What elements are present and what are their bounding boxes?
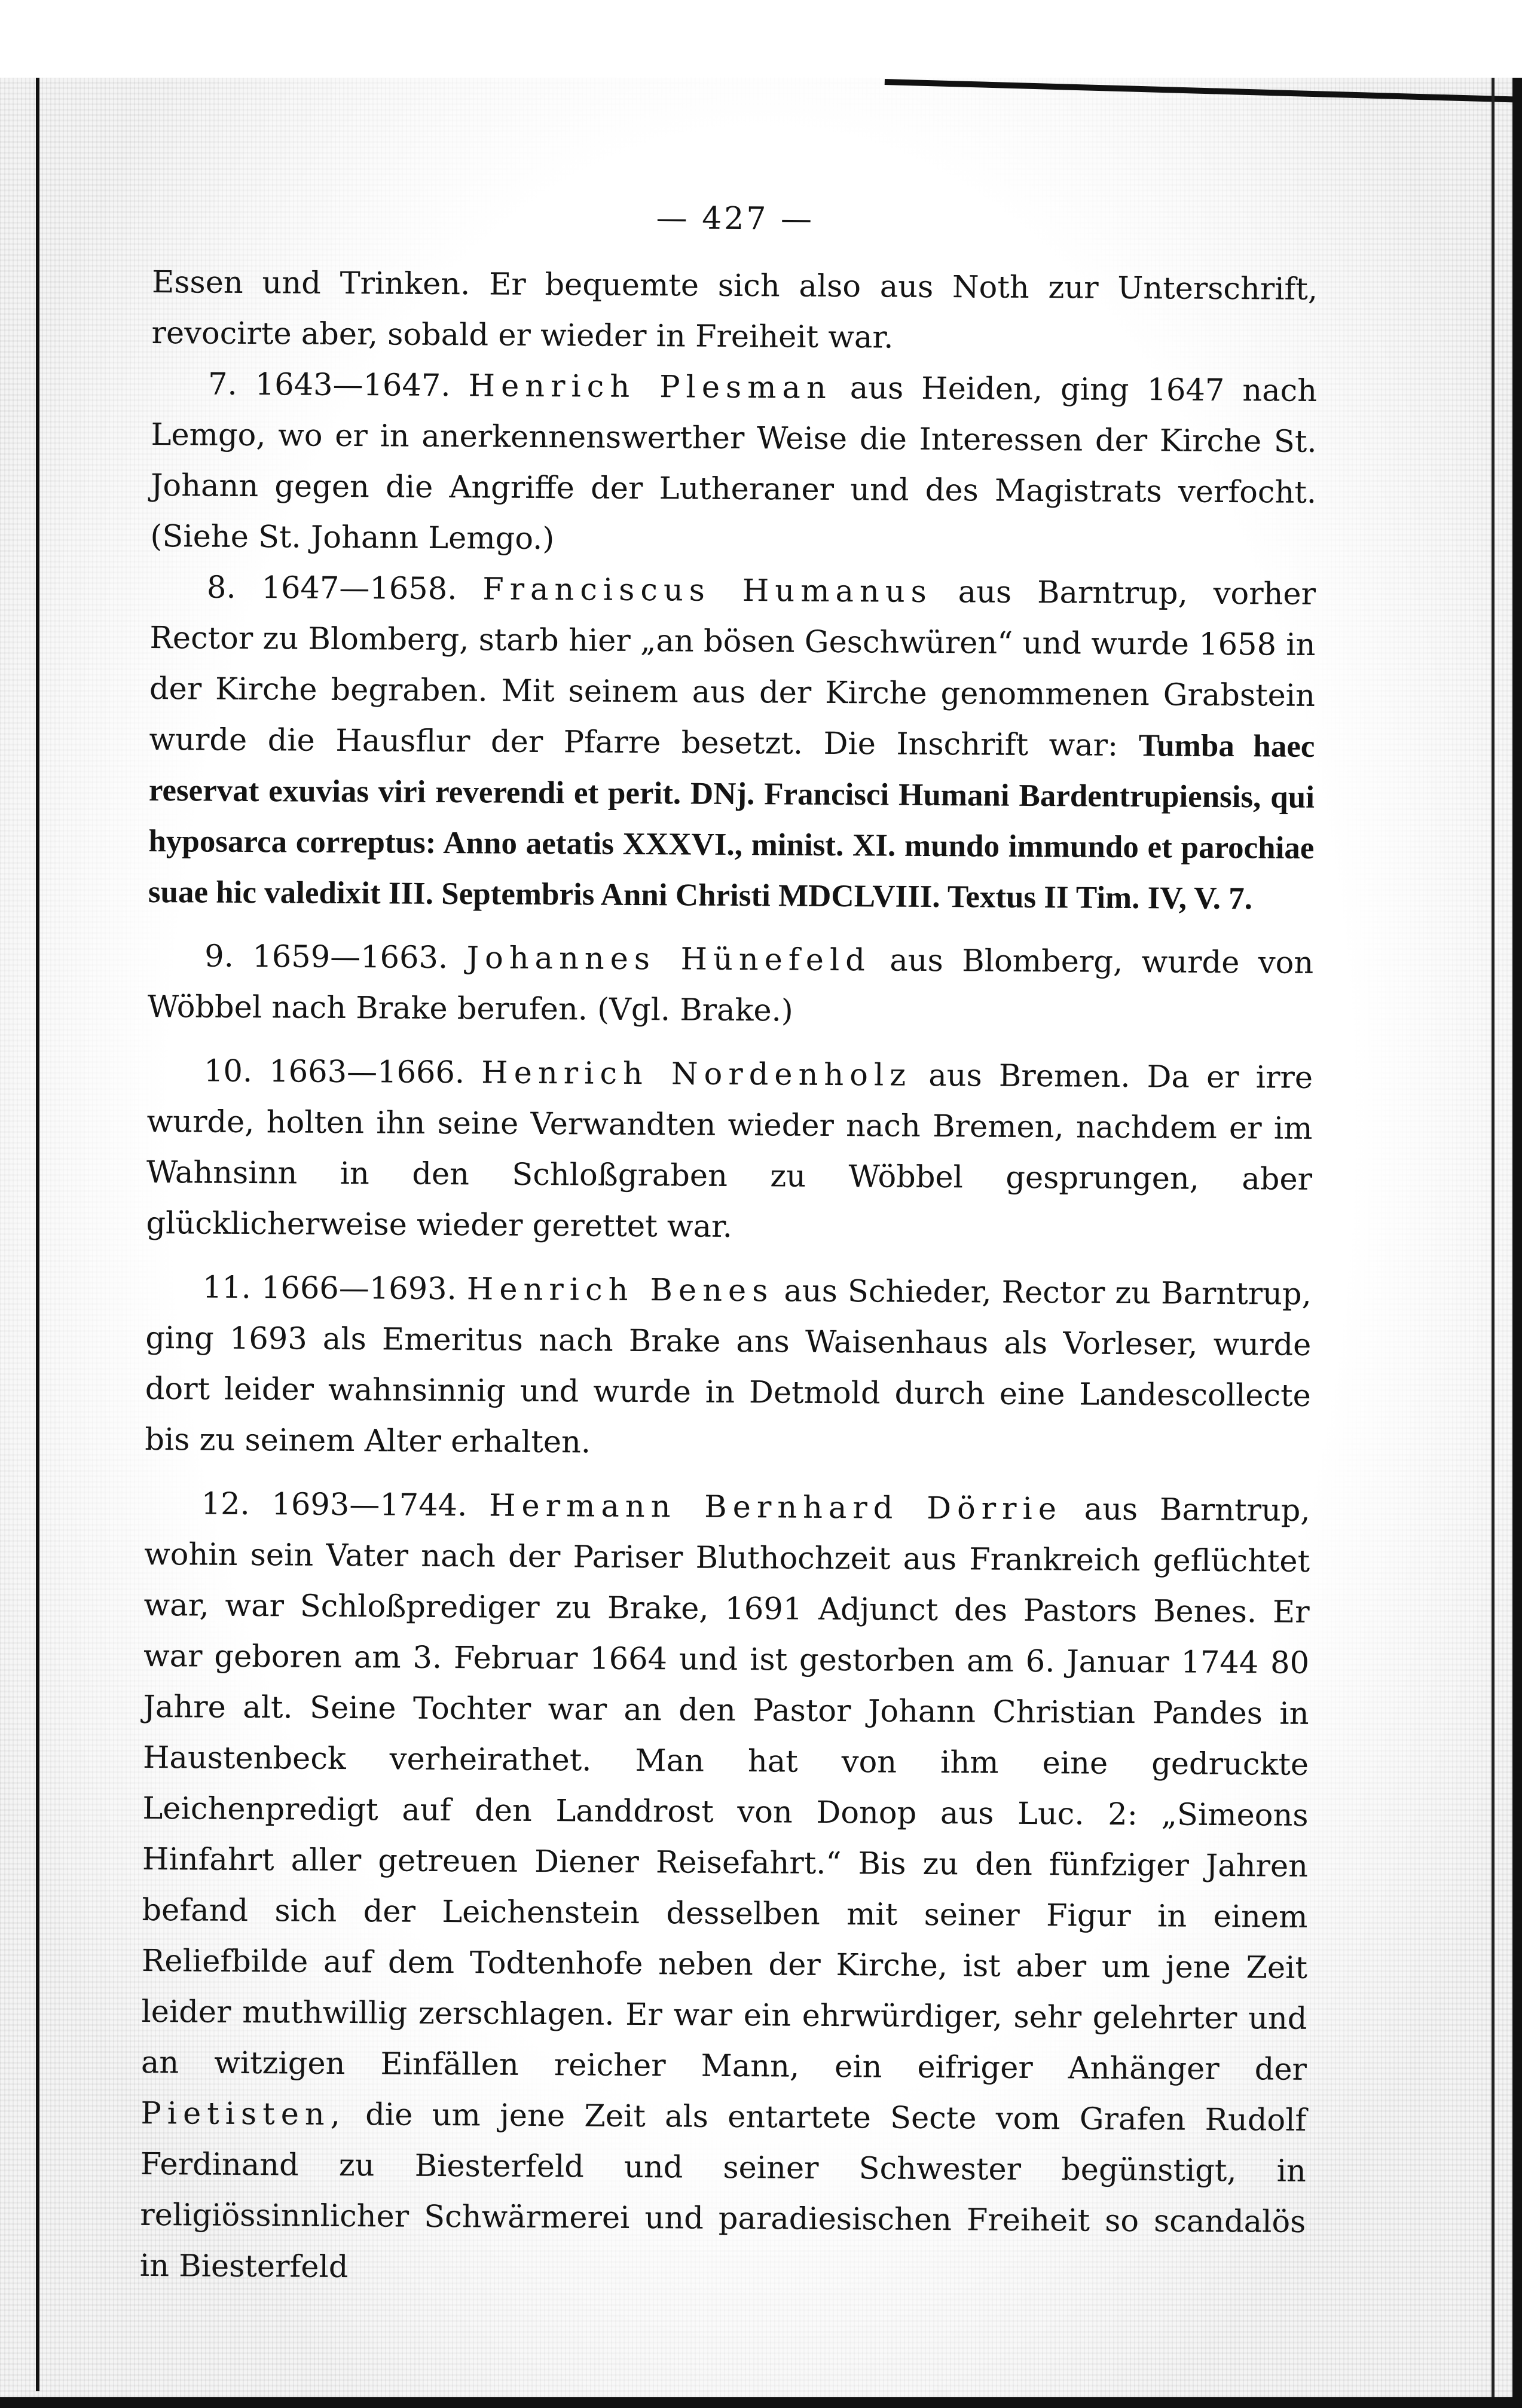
entry-years: 1647—1658. bbox=[261, 570, 457, 607]
entry-number: 9. bbox=[204, 939, 234, 974]
latin-inscription: Tumba haec reservat exuvias viri reverendi et perit. DNj. Francisci Humani Bardentrupiensis, qui hyposarca correptus: Anno aetatis XXXVI., minist. XI. mundo immundo et parochiae suae hic valedixit III. Septembris Anni Christi MDCLVIII. Textus II Tim. IV, V. 7. bbox=[148, 728, 1315, 916]
entry-years: 1663—1666. bbox=[269, 1054, 465, 1091]
book-page bbox=[140, 197, 1318, 2299]
page-number: — 427 — bbox=[656, 200, 815, 237]
entry-number: 7. bbox=[207, 366, 237, 402]
entry-name: Henrich Nordenholz bbox=[481, 1055, 912, 1093]
emphasized-word: Pietisten, bbox=[140, 2095, 347, 2133]
entry-text: aus Heiden, ging 1647 nach Lemgo, wo er in anerkennenswerther Weise die Interessen der Kirche St. Johann gegen die Angriffe der Lutheraner und des Magistrats verfocht. (Siehe St. Johann Lemgo.) bbox=[150, 371, 1318, 557]
entry-years: 1693—1744. bbox=[271, 1487, 467, 1524]
entry-name: Henrich Benes bbox=[466, 1272, 774, 1309]
entry-text: aus Barntrup, vorher Rector zu Blomberg, starb hier „an bösen Geschwüren“ und wurde 1658 in der Kirche begraben. Mit seinem aus der Kirche genommenen Grabstein wurde die Hausflur der Pfarre besetzt. Die Inschrift war: bbox=[149, 575, 1316, 763]
entry-9 bbox=[147, 931, 1313, 1040]
scan-edge-right-outer bbox=[1512, 78, 1522, 2397]
entry-number: 11. bbox=[202, 1270, 252, 1306]
entry-name: Hermann Bernhard Dörrie bbox=[488, 1488, 1063, 1527]
entry-number: 12. bbox=[201, 1486, 250, 1523]
paragraph-text: Essen und Trinken. Er bequemte sich also aus Noth zur Unterschrift, revocirte aber, sobald er wieder in Freiheit war. bbox=[151, 264, 1318, 356]
entry-number: 10. bbox=[203, 1053, 253, 1090]
entry-8 bbox=[148, 562, 1316, 925]
entry-text: aus Schieder, Rector zu Barntrup, ging 1693 als Emeritus nach Brake ans Waisenhaus als Vorleser, wurde dort leider wahnsinnig und wurde in Detmold durch eine Landescollecte bis zu seinem Alter erhalten. bbox=[145, 1273, 1312, 1460]
entry-years: 1643—1647. bbox=[255, 367, 451, 404]
entry-11 bbox=[145, 1262, 1312, 1472]
scan-edge-left bbox=[36, 78, 39, 2391]
entry-years: 1666—1693. bbox=[261, 1270, 457, 1307]
scan-edge-right bbox=[1492, 78, 1495, 2397]
entry-text: aus Blomberg, wurde von Wöbbel nach Brake berufen. (Vgl. Brake.) bbox=[147, 943, 1314, 1029]
entry-years: 1659—1663. bbox=[252, 939, 448, 976]
paragraph-continuation bbox=[151, 257, 1318, 366]
entry-10 bbox=[146, 1046, 1313, 1256]
entry-name: Johannes Hünefeld bbox=[466, 940, 872, 979]
entry-name: Franciscus Humanus bbox=[482, 572, 933, 610]
entry-12 bbox=[140, 1478, 1310, 2299]
entry-text: aus Barntrup, wohin sein Vater nach der Pariser Bluthochzeit aus Frankreich geflüchtet war, war Schloßprediger zu Brake, 1691 Adjunct des Pastors Benes. Er war geboren am 3. Februar 1664 und ist gestorben am 6. Januar 1744 80 Jahre alt. Seine Tochter war an den Pastor Johann Christian Pandes in Haustenbeck verheirathet. Man hat von ihm eine gedruckte Leichenpredigt auf den Landdrost von Donop aus Luc. 2: „Simeons Hinfahrt aller getreuen Diener Reisefahrt.“ Bis zu den fünfziger Jahren befand sich der Leichenstein desselben mit seiner Figur in einem Reliefbilde auf dem Todtenhofe neben der Kirche, ist aber um jene Zeit leider muthwillig zerschlagen. Er war ein ehrwürdiger, sehr gelehrter und an witzigen Einfällen reicher Mann, ein eifriger Anhänger der bbox=[140, 1492, 1310, 2088]
entry-name: Henrich Plesman bbox=[468, 368, 832, 406]
entry-number: 8. bbox=[206, 570, 236, 606]
entry-text-continued: die um jene Zeit als entartete Secte vom Grafen Rudolf Ferdinand zu Biesterfeld und seiner Schwester begünstigt, in religiössinnlicher Schwärmerei und paradiesischen Freiheit so scandalös in Biesterfeld bbox=[139, 2097, 1307, 2285]
entry-7 bbox=[150, 359, 1317, 569]
entry-text: aus Bremen. Da er irre wurde, holten ihn seine Verwandten wieder nach Bremen, nachdem er im Wahnsinn in den Schloßgraben zu Wöbbel gesprungen, aber glücklicherweise wieder gerettet war. bbox=[146, 1058, 1313, 1245]
scan-edge-bottom bbox=[0, 2397, 1522, 2408]
